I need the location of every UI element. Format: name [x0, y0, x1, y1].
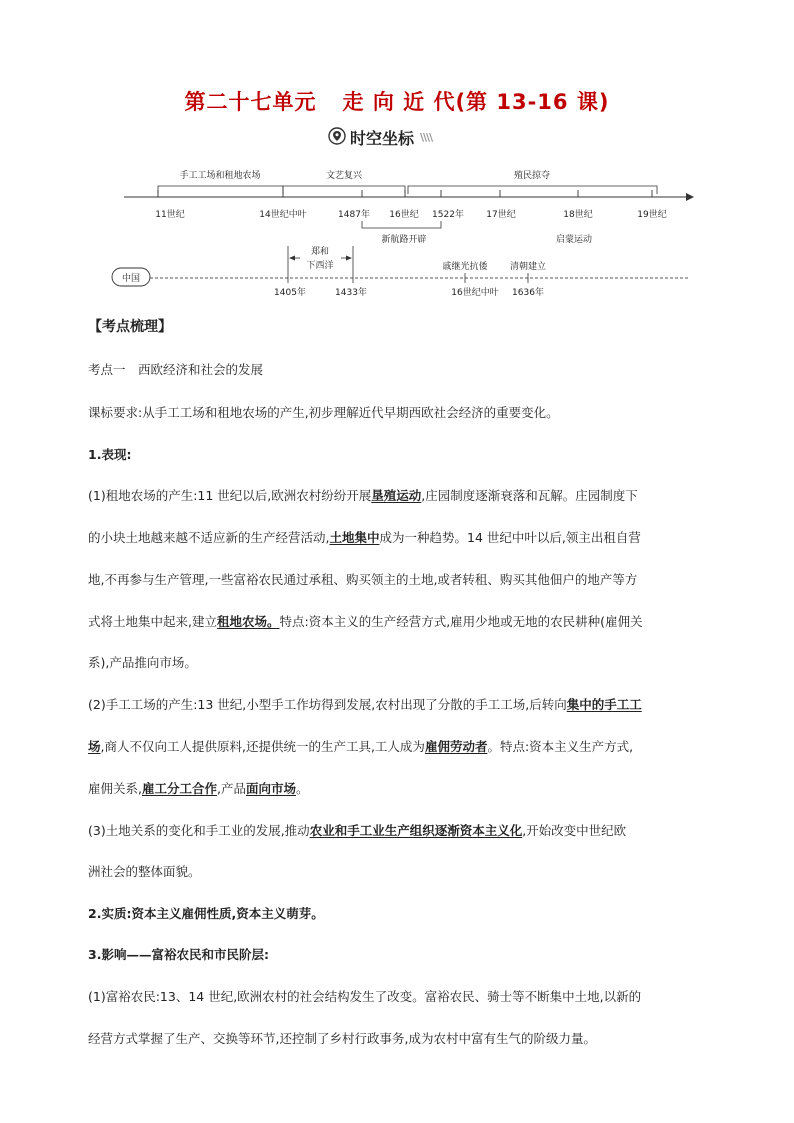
subheading-impact: 3.影响——富裕农民和市民阶层: [88, 947, 269, 962]
span-bracket-1 [158, 186, 283, 194]
china-event-year: 1636年 [512, 288, 544, 298]
curriculum-requirement: 课标要求:从手工工场和租地农场的产生,初步理解近代早期西欧社会经济的重要变化。 [88, 405, 559, 420]
section-heading: 【考点梳理】 [88, 319, 172, 335]
tick-label: 17世纪 [486, 210, 516, 220]
tick-label: 16世纪 [389, 210, 419, 220]
subheading-essence: 2.实质:资本主义雇佣性质,资本主义萌芽。 [88, 906, 324, 921]
china-label: 中国 [121, 274, 141, 284]
tick-label: 1487年 [338, 210, 370, 220]
tick-label: 14世纪中叶 [259, 210, 307, 220]
span-label-2: 文艺复兴 [325, 171, 363, 181]
new-route-label: 新航路开辟 [381, 235, 427, 245]
section-banner-label: 时空坐标 [350, 128, 415, 148]
para-1-line: 的小块土地越来越不适应新的生产经营活动,土地集中成为一种趋势。14 世纪中叶以后,领主出租自营 [88, 530, 641, 545]
enlightenment-label: 启蒙运动 [555, 235, 593, 245]
span-bracket-3 [408, 186, 657, 194]
point-title: 考点一 西欧经济和社会的发展 [88, 362, 264, 377]
china-event: 清朝建立 [509, 262, 547, 272]
china-year: 1405年 [274, 288, 306, 298]
tick-label: 18世纪 [563, 210, 593, 220]
zheng-he-label: 郑和 [310, 247, 330, 257]
subheading-performance: 1.表现: [88, 447, 132, 462]
zheng-he-arrowhead-left [289, 256, 295, 261]
china-event: 戚继光抗倭 [442, 262, 488, 272]
para-1-line: 式将土地集中起来,建立租地农场。特点:资本主义的生产经营方式,雇用少地或无地的农民耕种(雇佣关 [88, 614, 643, 629]
banner-decoration: \\\\ [420, 130, 433, 144]
zheng-he-arrowhead-right [346, 256, 352, 261]
para-4-line: 经营方式掌握了生产、交换等环节,还控制了乡村行政事务,成为农村中富有生气的阶级力量。 [88, 1031, 596, 1046]
para-2-line: 场,商人不仅向工人提供原料,还提供统一的生产工具,工人成为雇佣劳动者。特点:资本主义生产方式, [88, 739, 634, 754]
para-3-line: (3)土地关系的变化和手工业的发展,推动农业和手工业生产组织逐渐资本主义化,开始改变中世纪欧 [88, 823, 627, 838]
span-bracket-2 [283, 186, 405, 194]
para-1-line: 系),产品推向市场。 [88, 655, 197, 670]
tick-label: 19世纪 [637, 210, 667, 220]
para-1-line: (1)租地农场的产生:11 世纪以后,欧洲农村纷纷开展垦殖运动,庄园制度逐渐衰落和瓦解。庄园制度下 [88, 488, 638, 503]
span-label-1: 手工工场和租地农场 [179, 171, 261, 181]
para-4-line: (1)富裕农民:13、14 世纪,欧洲农村的社会结构发生了改变。富裕农民、骑士等不断集中土地,以新的 [88, 989, 642, 1004]
tick-label: 11世纪 [155, 210, 185, 220]
para-1-line: 地,不再参与生产管理,一些富裕农民通过承租、购买领主的土地,或者转租、购买其他佃户的地产等方 [88, 572, 638, 587]
unit-title: 第二十七单元 [184, 90, 317, 114]
unit-subtitle: 走 向 近 代(第 13-16 课) [342, 90, 610, 114]
span-label-3: 殖民掠夺 [513, 171, 551, 181]
timeline-diagram [0, 0, 794, 310]
new-route-bracket [362, 221, 441, 228]
china-event-year: 16世纪中叶 [451, 288, 499, 298]
axis-arrow [686, 193, 694, 201]
para-3-line: 洲社会的整体面貌。 [88, 864, 201, 879]
zheng-he-label: 下西洋 [306, 261, 334, 271]
tick-label: 1522年 [432, 210, 464, 220]
para-2-line: (2)手工工场的产生:13 世纪,小型手工作坊得到发展,农村出现了分散的手工工场,后转向集中的手工工 [88, 697, 642, 712]
para-2-line: 雇佣关系,雇工分工合作,产品面向市场。 [88, 781, 309, 796]
china-year: 1433年 [335, 288, 367, 298]
